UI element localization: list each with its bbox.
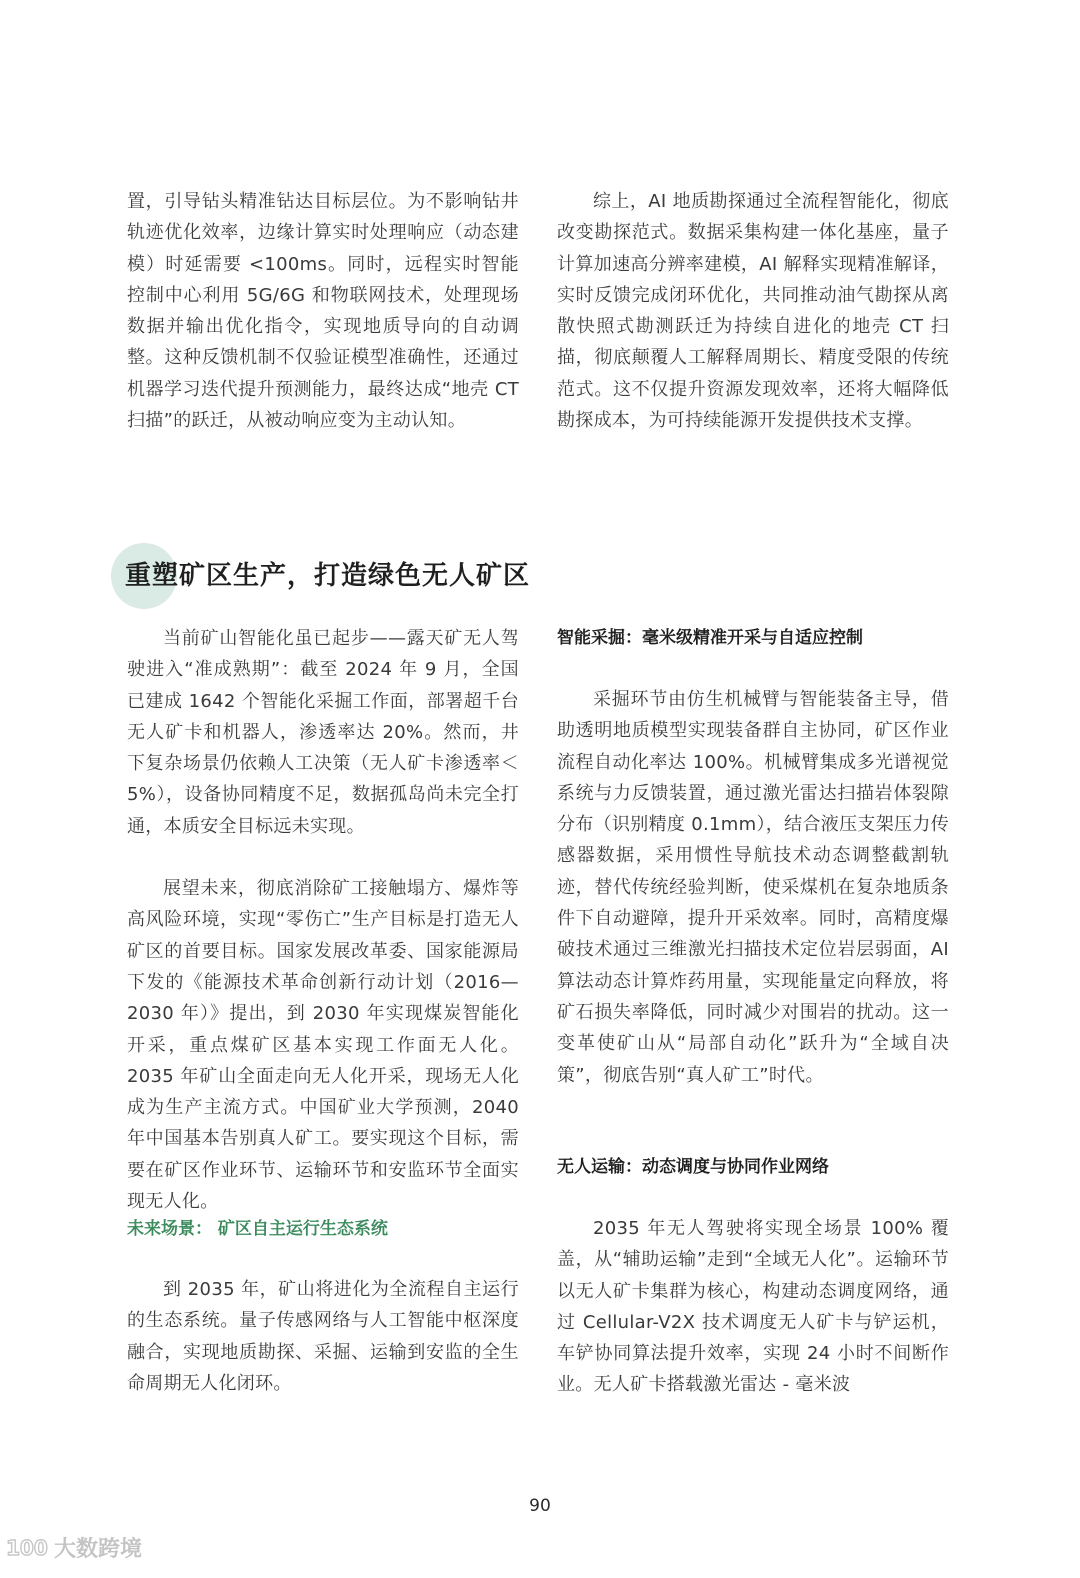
page-number: 90 [529, 1496, 551, 1516]
watermark-logo-icon [6, 1533, 50, 1563]
top-right-column [557, 186, 949, 436]
svg-text:100: 100 [6, 1535, 48, 1560]
right-column-lower [557, 1154, 949, 1401]
section-title: 重塑矿区生产，打造绿色无人矿区 [125, 561, 531, 591]
top-left-paragraph: 置，引导钻头精准钻达目标层位。为不影响钻井轨迹优化效率，边缘计算实时处理响应（动态建模）时延需要 <100ms。同时，远程实时智能控制中心利用 5G/6G 和物联网技术，处理现场数据并输出优化指令，实现地质导向的自动调整。这种反馈机制不仅验证模型准确性，还通过机器学习迭代提升预测能力，最终达成“地壳 CT 扫描”的跃迁，从被动响应变为主动认知。 [127, 191, 519, 432]
left-paragraph-2: 展望未来，彻底消除矿工接触塌方、爆炸等高风险环境，实现“零伤亡”生产目标是打造无人矿区的首要目标。国家发展改革委、国家能源局下发的《能源技术革命创新行动计划（2016—2030 年）》提出，到 2030 年实现煤炭智能化开采，重点煤矿区基本实现工作面无人化。2035 年矿山全面走向无人化开采，现场无人化成为生产主流方式。中国矿业大学预测，2040 年中国基本告别真人矿工。要实现这个目标，需要在矿区作业环节、运输环节和安监环节全面实现无人化。 [127, 878, 519, 1213]
left-paragraph-3: 到 2035 年，矿山将进化为全流程自主运行的生态系统。量子传感网络与人工智能中枢深度融合，实现地质勘探、采掘、运输到安监的全生命周期无人化闭环。 [127, 1279, 519, 1394]
right-paragraph-1: 采掘环节由仿生机械臂与智能装备主导，借助透明地质模型实现装备群自主协同，矿区作业流程自动化率达 100%。机械臂集成多光谱视觉系统与力反馈装置，通过激光雷达扫描岩体裂隙分布（识别精度 0.1mm），结合液压支架压力传感器数据，采用惯性导航技术动态调整截割轨迹，替代传统经验判断，使采煤机在复杂地质条件下自动避障，提升开采效率。同时，高精度爆破技术通过三维激光扫描技术定位岩层弱面，AI 算法动态计算炸药用量，实现能量定向释放，将矿石损失率降低，同时减少对围岩的扰动。这一变革使矿山从“局部自动化”跃升为“全域自决策”，彻底告别“真人矿工”时代。 [557, 689, 949, 1086]
left-column [127, 623, 519, 1217]
left-column-lower [127, 1216, 519, 1399]
right-subheading-1: 智能采掘：毫米级精准开采与自适应控制 [557, 628, 863, 648]
right-paragraph-2: 2035 年无人驾驶将实现全场景 100% 覆盖，从“辅助运输”走到“全域无人化”。运输环节以无人矿卡集群为核心，构建动态调度网络，通过 Cellular-V2X 技术调度无人矿卡与铲运机，车铲协同算法提升效率，实现 24 小时不间断作业。无人矿卡搭载激光雷达 - 毫米波 [557, 1218, 949, 1396]
left-subheading: 未来场景： 矿区自主运行生态系统 [127, 1219, 388, 1239]
right-column [557, 625, 949, 1091]
right-subheading-2: 无人运输：动态调度与协同作业网络 [557, 1157, 829, 1177]
top-right-paragraph: 综上，AI 地质勘探通过全流程智能化，彻底改变勘探范式。数据采集构建一体化基座，量子计算加速高分辨率建模，AI 解释实现精准解译，实时反馈完成闭环优化，共同推动油气勘探从离散快照式勘测跃迁为持续自进化的地壳 CT 扫描，彻底颠覆人工解释周期长、精度受限的传统范式。这不仅提升资源发现效率，还将大幅降低勘探成本，为可持续能源开发提供技术支撑。 [557, 191, 949, 432]
left-paragraph-1: 当前矿山智能化虽已起步——露天矿无人驾驶进入“准成熟期”：截至 2024 年 9 月，全国已建成 1642 个智能化采掘工作面，部署超千台无人矿卡和机器人，渗透率达 20%。然而，井下复杂场景仍依赖人工决策（无人矿卡渗透率＜ 5%），设备协同精度不足，数据孤岛尚未完全打通，本质安全目标远未实现。 [127, 628, 519, 837]
watermark-text: 大数跨境 [54, 1537, 143, 1562]
top-left-column [127, 186, 519, 436]
watermark [6, 1532, 142, 1563]
